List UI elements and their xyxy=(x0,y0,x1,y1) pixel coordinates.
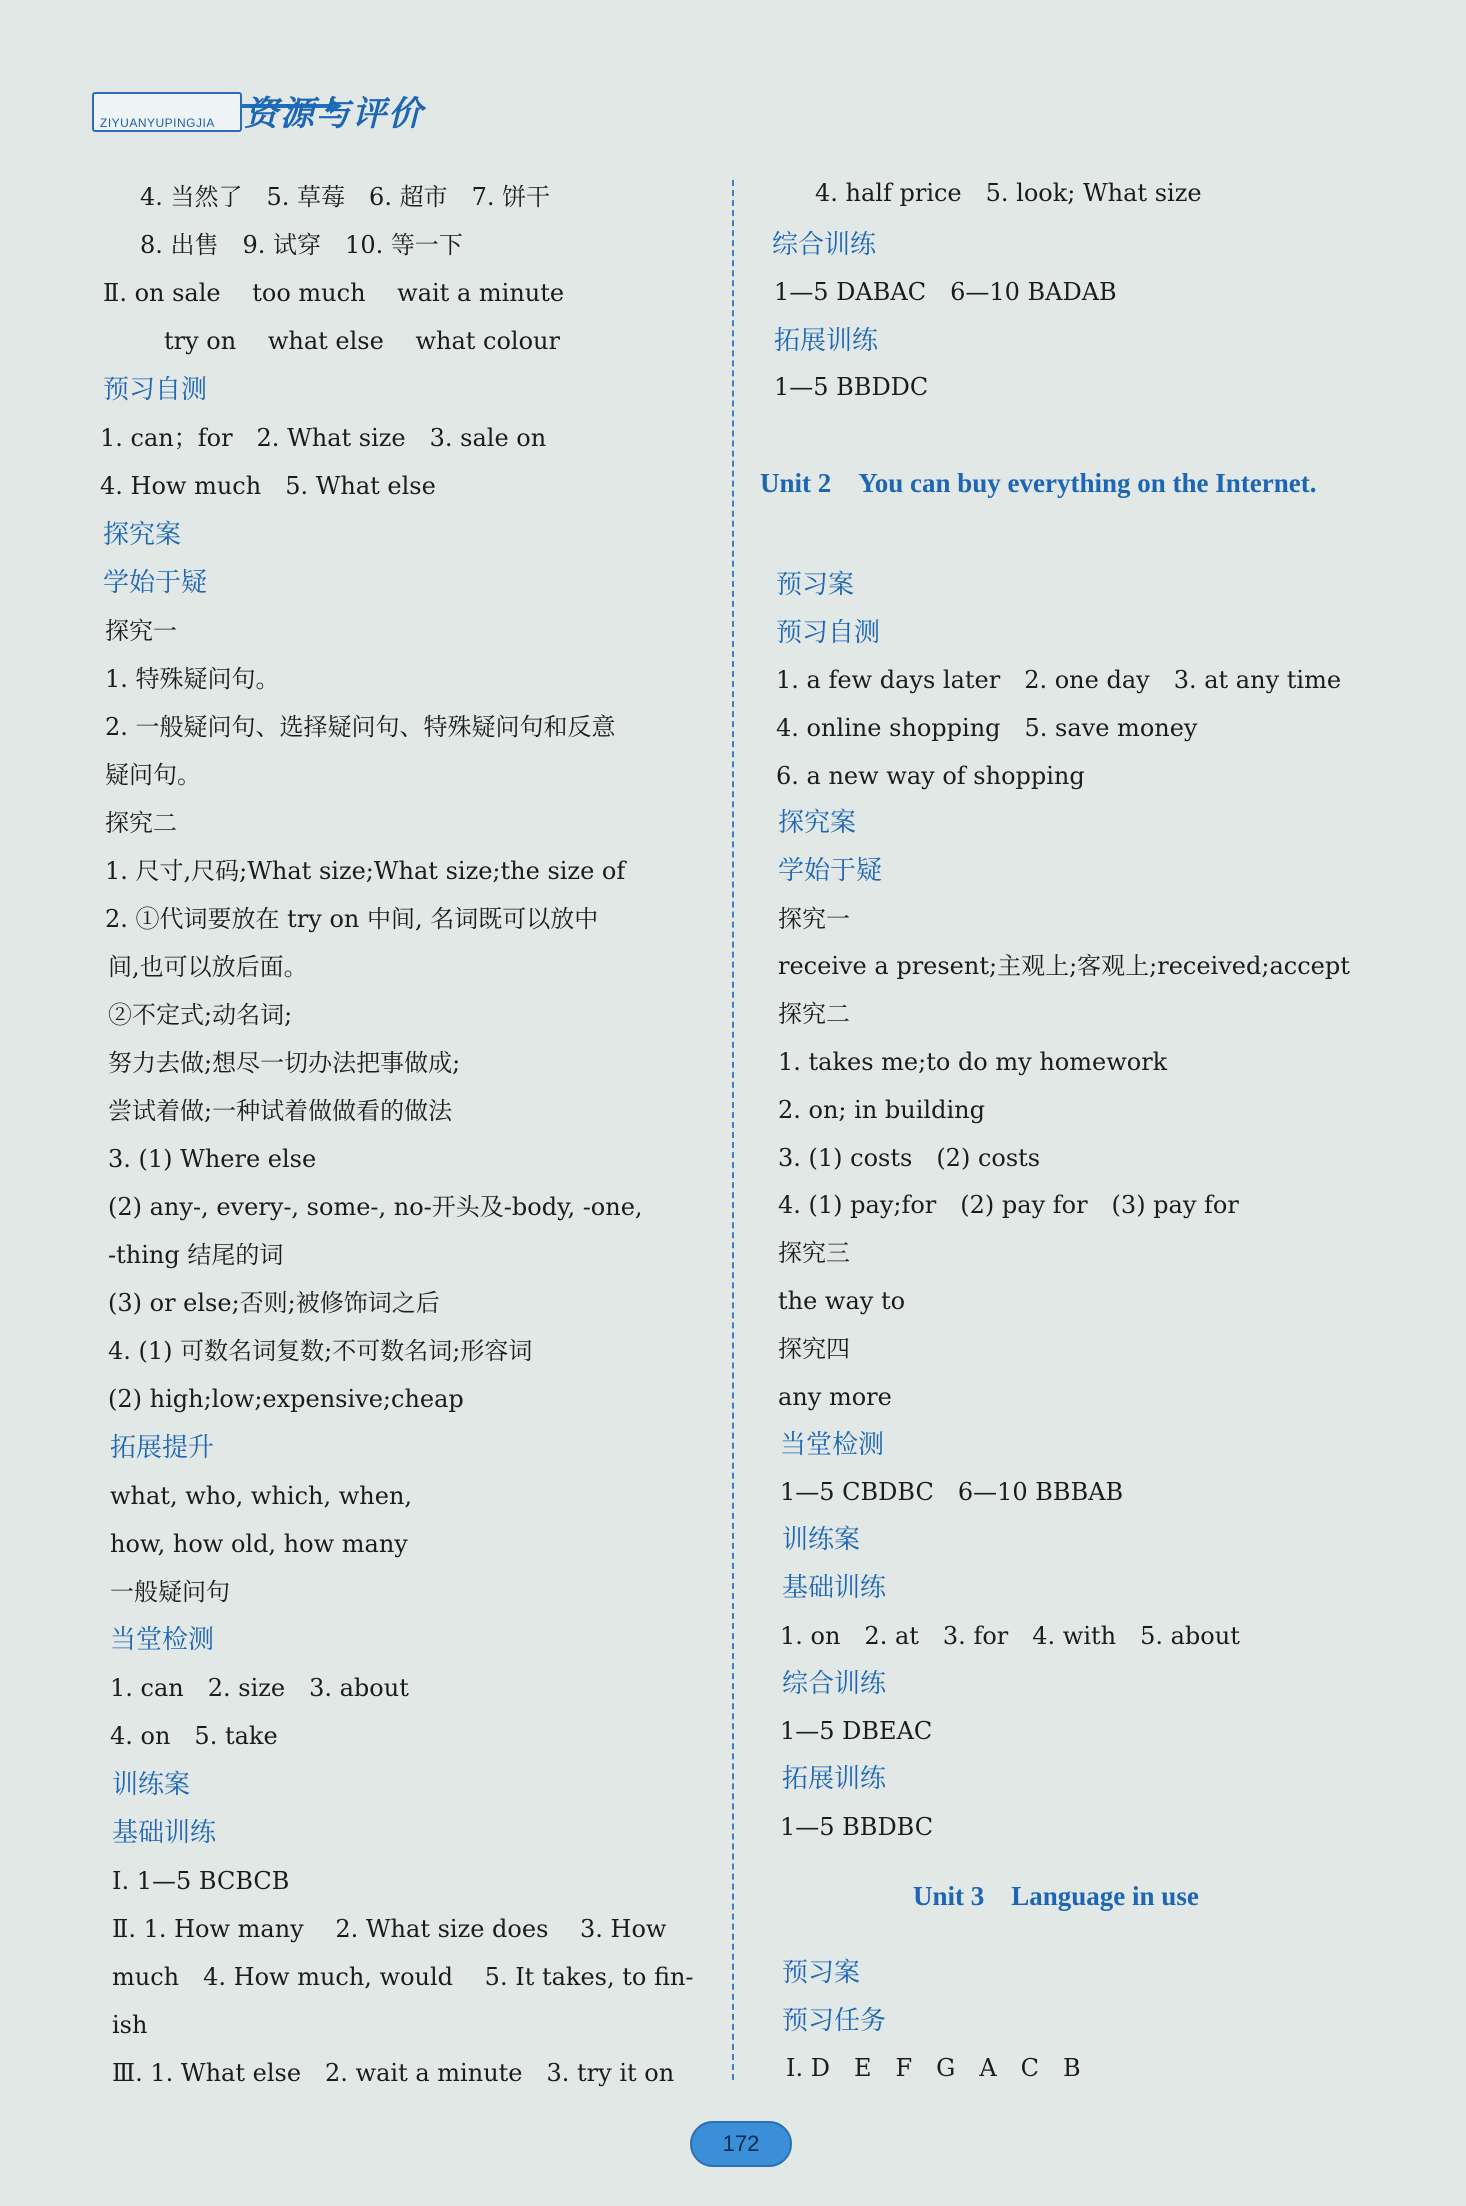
answer-line: 6. a new way of shopping xyxy=(776,762,1085,790)
page-number: 172 xyxy=(690,2121,792,2167)
answer-line: 探究二 xyxy=(778,1000,850,1028)
answer-line: 1. can 2. size 3. about xyxy=(110,1674,409,1702)
answer-line: 尝试着做;一种试着做做看的做法 xyxy=(108,1097,453,1125)
logo-small-text: ZIYUANYUPINGJIA xyxy=(92,92,242,132)
answer-line: 2. on; in building xyxy=(778,1096,985,1124)
answer-line: 1—5 DBEAC xyxy=(780,1717,933,1745)
answer-line: 3. (1) Where else xyxy=(108,1145,317,1173)
section-heading: 学始于疑 xyxy=(778,856,883,886)
answer-line: 4. How much 5. What else xyxy=(100,472,436,500)
section-heading: 预习案 xyxy=(782,1958,861,1988)
answer-line: much 4. How much, would 5. It takes, to fin- xyxy=(112,1963,694,1991)
answer-line: 探究二 xyxy=(105,809,177,837)
answer-line: 4. online shopping 5. save money xyxy=(776,714,1198,742)
section-heading: 训练案 xyxy=(782,1525,861,1555)
section-heading: 综合训练 xyxy=(772,230,877,260)
answer-line: 1. on 2. at 3. for 4. with 5. about xyxy=(780,1622,1240,1650)
answer-line: 探究一 xyxy=(105,617,177,645)
answer-line: 1. a few days later 2. one day 3. at any time xyxy=(776,666,1342,694)
section-heading: 拓展训练 xyxy=(774,326,879,356)
section-heading: 预习任务 xyxy=(782,2006,887,2036)
section-heading: 探究案 xyxy=(778,808,857,838)
section-heading: 探究案 xyxy=(103,520,182,550)
answer-line: 1. 特殊疑问句。 xyxy=(105,665,280,693)
answer-line: 1—5 DABAC 6—10 BADAB xyxy=(774,278,1117,306)
answer-line: Ⅲ. 1. What else 2. wait a minute 3. try it on xyxy=(112,2059,675,2087)
answer-line: 3. (1) costs (2) costs xyxy=(778,1144,1041,1172)
answer-line: Ⅰ. 1—5 BCBCB xyxy=(112,1867,290,1895)
answer-line: how, how old, how many xyxy=(110,1530,408,1558)
unit-title: Unit 2 You can buy everything on the Internet. xyxy=(760,468,1317,498)
answer-line: what, who, which, when, xyxy=(110,1482,413,1510)
section-heading: 预习自测 xyxy=(103,375,208,405)
answer-line: 4. on 5. take xyxy=(110,1722,278,1750)
answer-line: the way to xyxy=(778,1287,906,1315)
answer-line: Ⅰ. D E F G A C B xyxy=(786,2054,1081,2082)
answer-line: (2) any-, every-, some-, no-开头及-body, -one, xyxy=(108,1193,643,1221)
answer-line: 一般疑问句 xyxy=(110,1578,230,1606)
answer-line: ish xyxy=(112,2011,148,2039)
answer-line: 1. 尺寸,尺码;What size;What size;the size of xyxy=(105,857,626,885)
answer-line: 4. half price 5. look; What size xyxy=(815,179,1202,207)
unit-title: Unit 3 Language in use xyxy=(913,1881,1199,1911)
answer-line: 探究一 xyxy=(778,905,850,933)
answer-line: 4. (1) 可数名词复数;不可数名词;形容词 xyxy=(108,1337,533,1365)
answer-line: 探究三 xyxy=(778,1239,850,1267)
answer-line: ②不定式;动名词; xyxy=(108,1001,293,1029)
answer-line: 4. 当然了 5. 草莓 6. 超市 7. 饼干 xyxy=(140,183,551,211)
answer-line: (3) or else;否则;被修饰词之后 xyxy=(108,1289,440,1317)
answer-line: 1. takes me;to do my homework xyxy=(778,1048,1168,1076)
section-heading: 预习案 xyxy=(776,570,855,600)
section-heading: 基础训练 xyxy=(782,1573,887,1603)
section-heading: 学始于疑 xyxy=(103,568,208,598)
answer-line: receive a present;主观上;客观上;received;accept xyxy=(778,952,1350,980)
answer-line: Ⅱ. 1. How many 2. What size does 3. How xyxy=(112,1915,667,1943)
answer-line: (2) high;low;expensive;cheap xyxy=(108,1385,464,1413)
answer-line: any more xyxy=(778,1383,892,1411)
answer-line: 疑问句。 xyxy=(105,761,201,789)
answer-line: Ⅱ. on sale too much wait a minute xyxy=(103,279,565,307)
section-heading: 综合训练 xyxy=(782,1669,887,1699)
answer-line: 1—5 BBDDC xyxy=(774,373,929,401)
answer-line: try on what else what colour xyxy=(140,327,560,355)
section-heading: 当堂检测 xyxy=(780,1430,885,1460)
section-heading: 基础训练 xyxy=(112,1818,217,1848)
section-heading: 拓展提升 xyxy=(110,1433,215,1463)
answer-line: 2. 一般疑问句、选择疑问句、特殊疑问句和反意 xyxy=(105,713,616,741)
answer-line: 间,也可以放后面。 xyxy=(108,953,308,981)
column-divider xyxy=(732,180,734,2080)
answer-line: -thing 结尾的词 xyxy=(108,1241,284,1269)
section-heading: 拓展训练 xyxy=(782,1764,887,1794)
logo-title: 资源与评价 xyxy=(244,94,424,134)
answer-line: 1—5 BBDBC xyxy=(780,1813,934,1841)
answer-line: 8. 出售 9. 试穿 10. 等一下 xyxy=(140,231,463,259)
answer-line: 4. (1) pay;for (2) pay for (3) pay for xyxy=(778,1191,1239,1219)
section-heading: 当堂检测 xyxy=(110,1625,215,1655)
answer-line: 探究四 xyxy=(778,1335,850,1363)
section-heading: 训练案 xyxy=(112,1770,191,1800)
answer-line: 1. can；for 2. What size 3. sale on xyxy=(100,424,547,452)
answer-line: 努力去做;想尽一切办法把事做成; xyxy=(108,1049,461,1077)
section-heading: 预习自测 xyxy=(776,618,881,648)
answer-line: 2. ①代词要放在 try on 中间, 名词既可以放中 xyxy=(105,905,599,933)
answer-line: 1—5 CBDBC 6—10 BBBAB xyxy=(780,1478,1124,1506)
